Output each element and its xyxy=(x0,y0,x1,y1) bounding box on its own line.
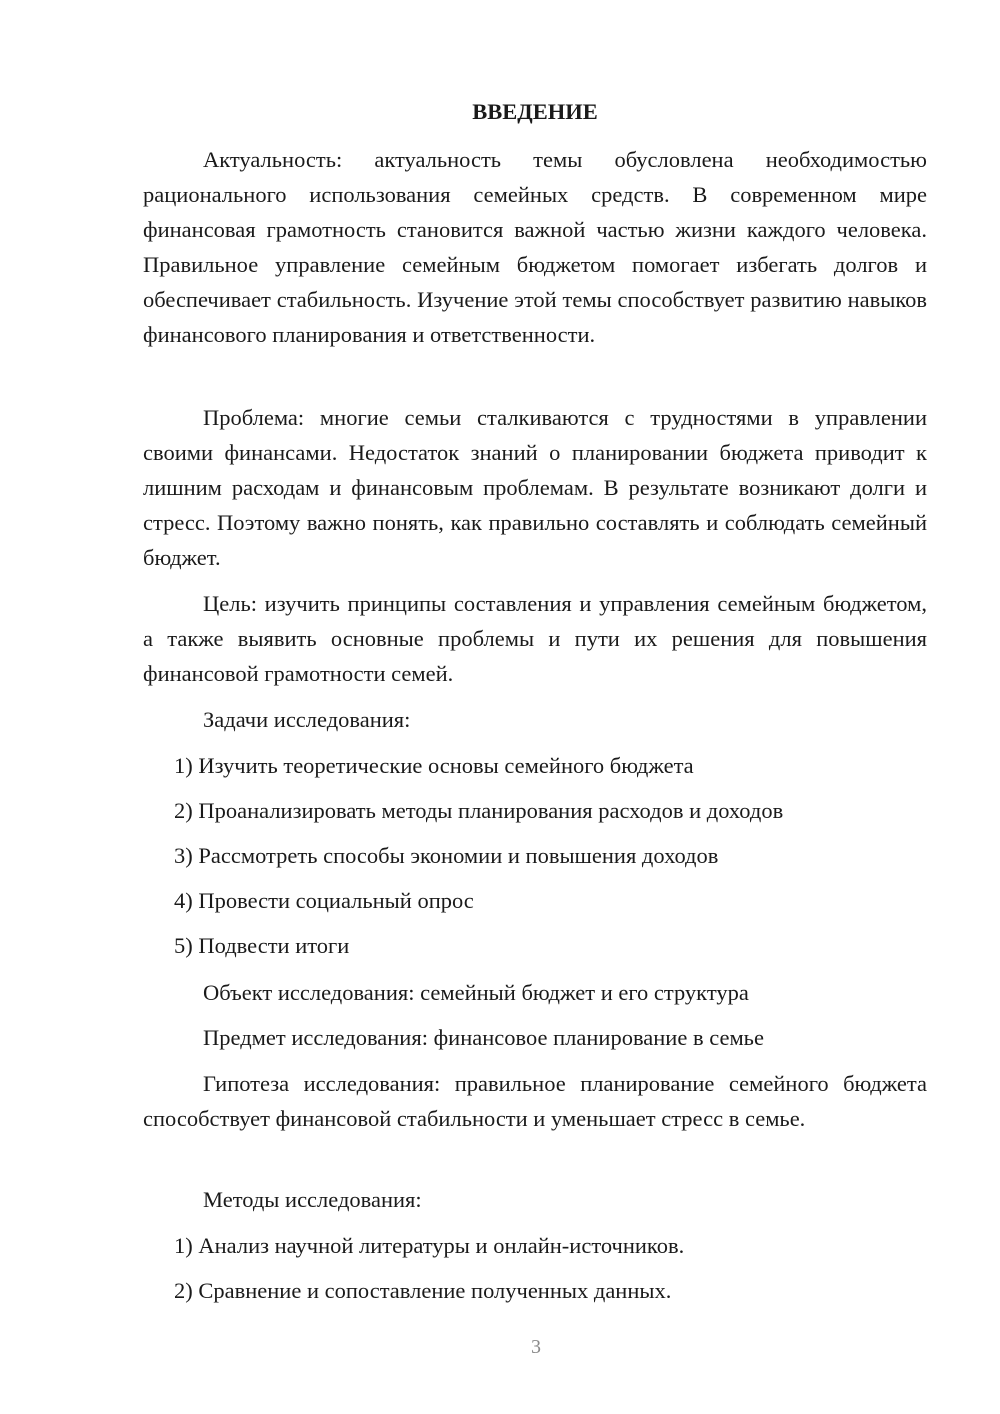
paragraph-problem: Проблема: многие семьи сталкиваются с трудностями в управлении своими финансами. Недостаток знаний о планировании бюджета приводит к лишним расходам и финансовым проблемам. В результате возникают долги и стресс. Поэтому важно понять, как правильно составлять и соблюдать семейный бюджет. xyxy=(143,405,927,570)
page-number: 3 xyxy=(531,1336,541,1358)
list-item-method: 1) Анализ научной литературы и онлайн-источников. xyxy=(174,1233,685,1258)
list-item-method: 2) Сравнение и сопоставление полученных данных. xyxy=(174,1278,672,1303)
methods-label: Методы исследования: xyxy=(203,1187,422,1212)
paragraph-goal: Цель: изучить принципы составления и управления семейным бюджетом, а также выявить основные проблемы и пути их решения для повышения финансовой грамотности семей. xyxy=(143,591,927,686)
list-item-task: 2) Проанализировать методы планирования расходов и доходов xyxy=(174,798,784,823)
tasks-label: Задачи исследования: xyxy=(203,707,411,732)
research-object: Объект исследования: семейный бюджет и его структура xyxy=(203,980,749,1005)
list-item-task: 4) Провести социальный опрос xyxy=(174,888,474,913)
paragraph-hypothesis: Гипотеза исследования: правильное планирование семейного бюджета способствует финансовой стабильности и уменьшает стресс в семье. xyxy=(143,1071,927,1131)
research-subject: Предмет исследования: финансовое планирование в семье xyxy=(203,1025,764,1050)
page-title: ВВЕДЕНИЕ xyxy=(472,99,598,124)
list-item-task: 3) Рассмотреть способы экономии и повышения доходов xyxy=(174,843,719,868)
list-item-task: 5) Подвести итоги xyxy=(174,933,350,958)
list-item-task: 1) Изучить теоретические основы семейного бюджета xyxy=(174,753,694,778)
paragraph-relevance: Актуальность: актуальность темы обусловлена необходимостью рационального использования семейных средств. В современном мире финансовая грамотность становится важной частью жизни каждого человека. Правильное управление семейным бюджетом помогает избегать долгов и обеспечивает стабильность. Изучение этой темы способствует развитию навыков финансового планирования и ответственности. xyxy=(143,147,927,347)
